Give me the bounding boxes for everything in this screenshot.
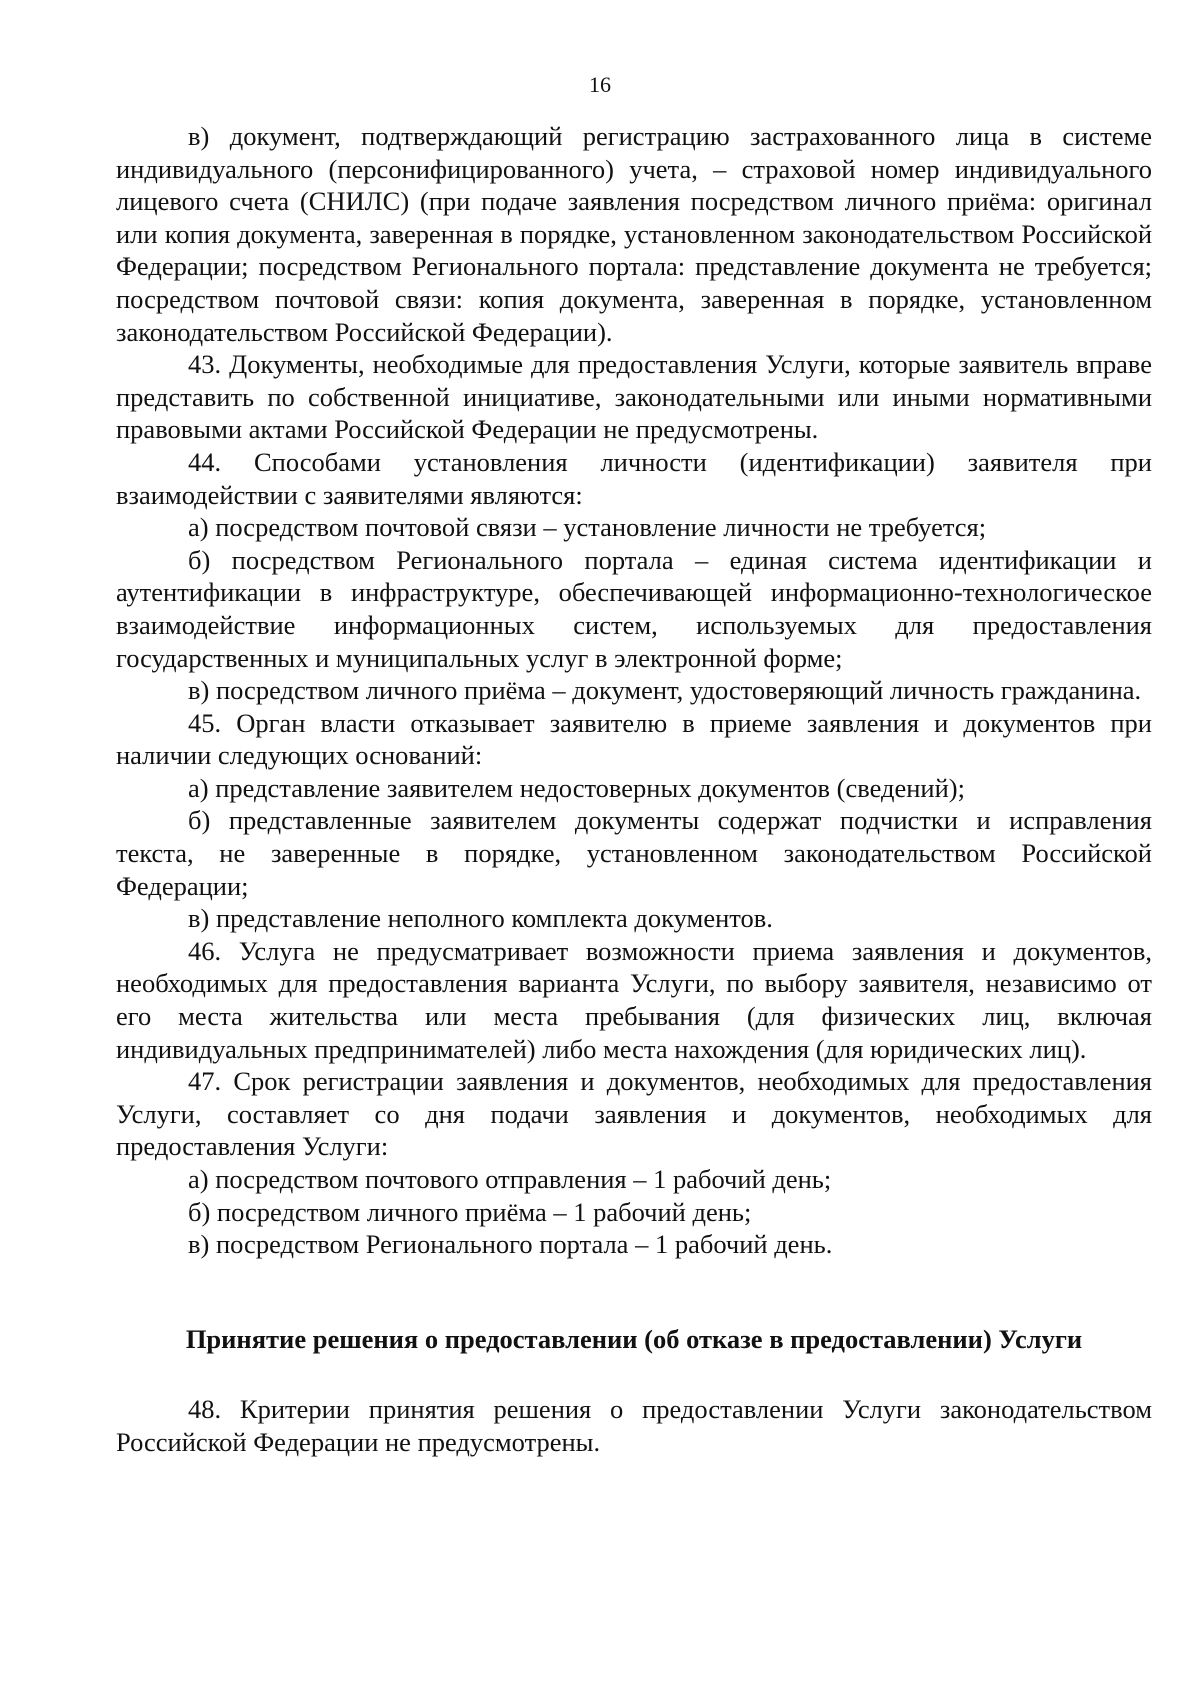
paragraph-44: 44. Способами установления личности (идентификации) заявителя при взаимодействии с заявителями являются: [116, 446, 1152, 510]
paragraph-45v: в) представление неполного комплекта документов. [188, 903, 773, 934]
paragraph-47: 47. Срок регистрации заявления и документов, необходимых для предоставления Услуги, составляет со дня подачи заявления и документов, необходимых для предоставления Услуги: [116, 1066, 1152, 1162]
paragraph-42v: в) документ, подтверждающий регистрацию застрахованного лица в системе индивидуального (персонифицированного) учета, – страховой номер индивидуального лицевого счета (СНИЛС) (при подаче заявления посредством личного приёма: оригинал или копия документа, заверенная в порядке, установленном законодательством Российской Федерации; посредством Регионального портала: представление документа не требуется; посредством почтовой связи: копия документа, заверенная в порядке, установленном законодательством Российской Федерации). [116, 121, 1152, 347]
paragraph-45: 45. Орган власти отказывает заявителю в приеме заявления и документов при наличии следующих оснований: [116, 707, 1152, 771]
paragraph-47a: а) посредством почтового отправления – 1 рабочий день; [188, 1164, 832, 1194]
paragraph-44a: а) посредством почтовой связи – установление личности не требуется; [188, 512, 987, 543]
paragraph-47b: б) посредством личного приёма – 1 рабочий день; [188, 1196, 752, 1227]
paragraph-47v: в) посредством Регионального портала – 1 рабочий день. [188, 1229, 833, 1260]
paragraph-44v: в) посредством личного приёма – документ, удостоверяющий личность гражданина. [188, 675, 1142, 706]
paragraph-45b: б) представленные заявителем документы содержат подчистки и исправления текста, не заверенные в порядке, установленном законодательством Российской Федерации; [116, 805, 1152, 901]
paragraph-46: 46. Услуга не предусматривает возможности приема заявления и документов, необходимых для предоставления варианта Услуги, по выбору заявителя, независимо от его места жительства или места пребывания (для физических лиц, включая индивидуальных предпринимателей) либо места нахождения (для юридических лиц). [116, 935, 1152, 1064]
paragraph-44b: б) посредством Регионального портала – единая система идентификации и аутентификации в инфраструктуре, обеспечивающей информационно-технологическое взаимодействие информационных систем, используемых для предоставления государственных и муниципальных услуг в электронной форме; [116, 544, 1152, 673]
page-number: 16 [589, 72, 611, 97]
section-heading: Принятие решения о предоставлении (об отказе в предоставлении) Услуги [185, 1323, 1083, 1354]
paragraph-43: 43. Документы, необходимые для предоставления Услуги, которые заявитель вправе представить по собственной инициативе, законодательными или иными нормативными правовыми актами Российской Федерации не предусмотрены. [116, 349, 1152, 445]
paragraph-48: 48. Критерии принятия решения о предоставлении Услуги законодательством Российской Федерации не предусмотрены. [116, 1394, 1152, 1457]
paragraph-45a: а) представление заявителем недостоверных документов (сведений); [188, 772, 965, 803]
document-body [116, 120, 1152, 1459]
